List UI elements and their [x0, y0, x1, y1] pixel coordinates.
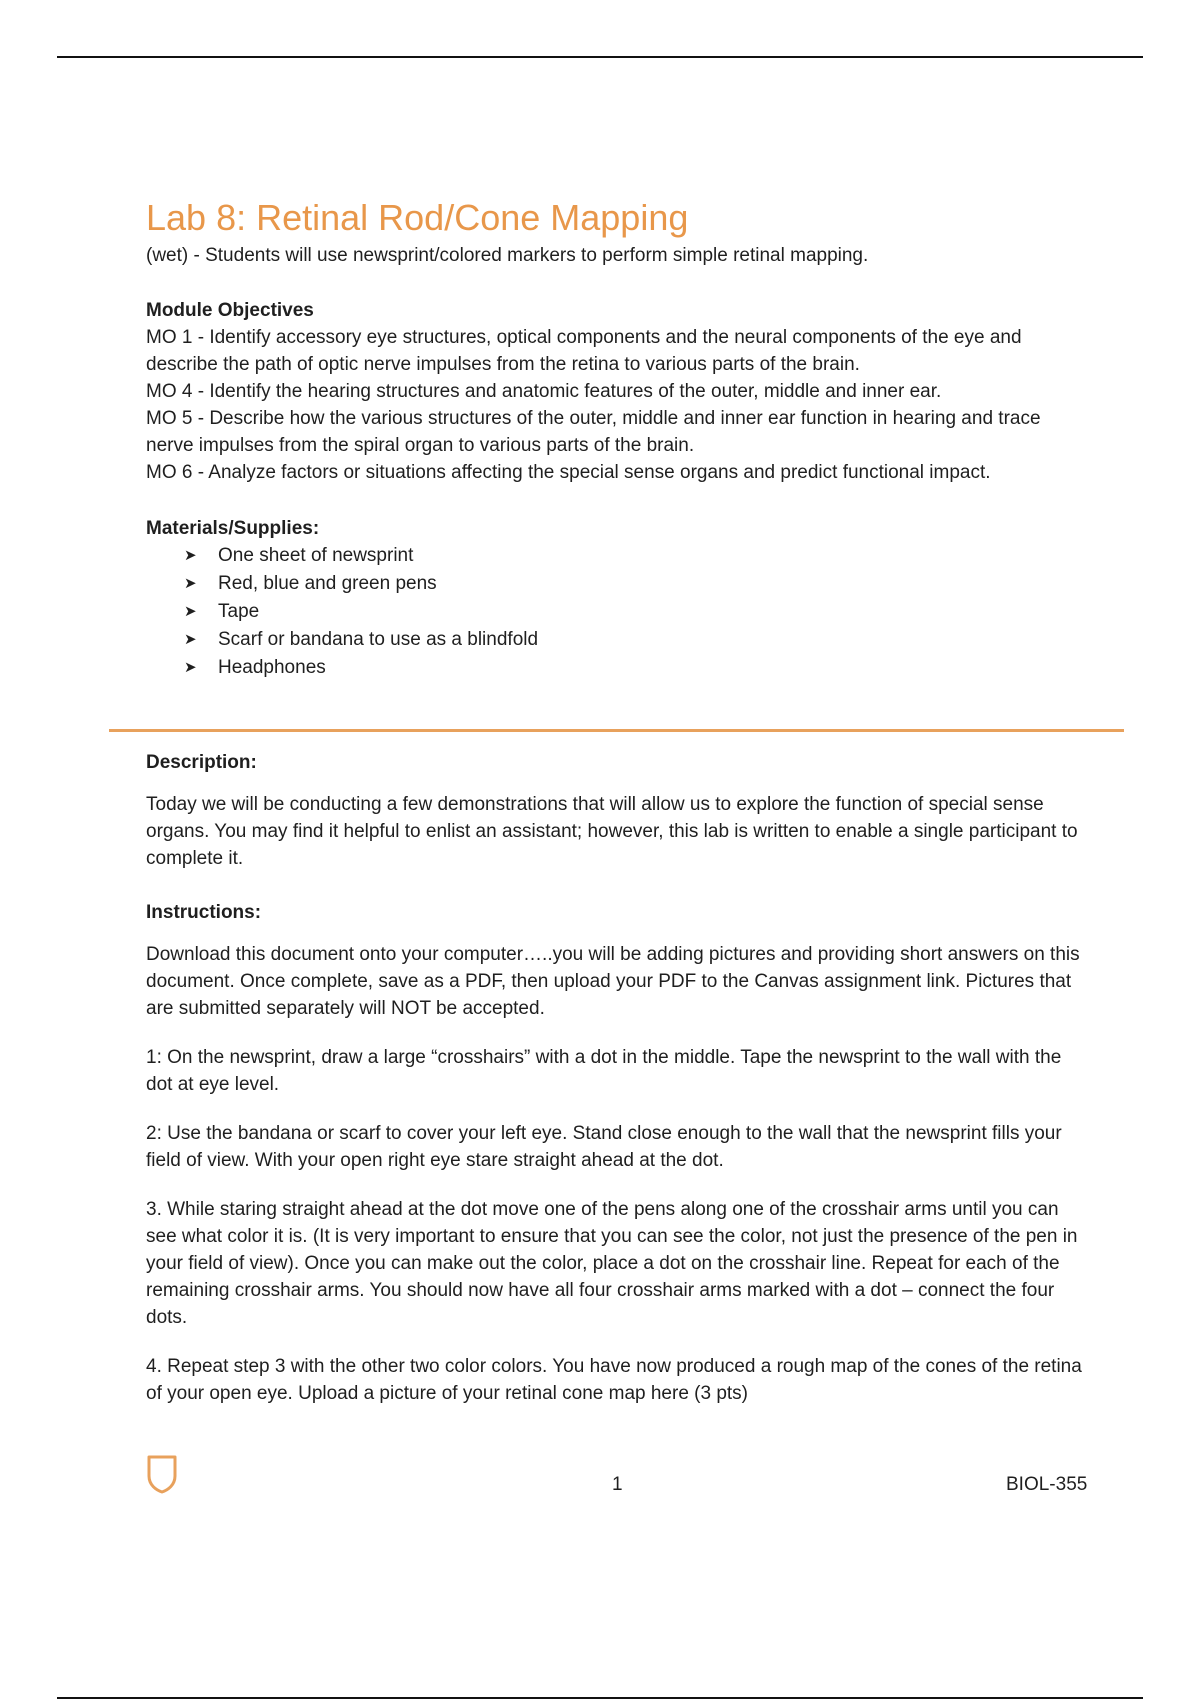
objective-item: MO 5 - Describe how the various structures of the outer, middle and inner ear function in hearing and trace nerve impulses from the spiral organ to various parts of the brain.	[146, 408, 1041, 456]
material-label: Red, blue and green pens	[218, 573, 437, 594]
lab-subtitle: (wet) - Students will use newsprint/colored markers to perform simple retinal mapping.	[146, 245, 869, 266]
instruction-step: 4. Repeat step 3 with the other two color colors. You have now produced a rough map of the cones of the retina of your open eye. Upload a picture of your retinal cone map here (3 pts)	[146, 1356, 1082, 1404]
arrow-bullet-icon: ➤	[184, 603, 197, 620]
material-item	[184, 598, 1090, 626]
arrow-bullet-icon: ➤	[184, 659, 197, 676]
instructions-section	[146, 899, 1090, 1407]
arrow-bullet-icon: ➤	[184, 547, 197, 564]
material-label: Tape	[218, 601, 260, 622]
arrow-bullet-icon: ➤	[184, 631, 197, 648]
materials-bullets	[146, 542, 1090, 682]
material-label: Scarf or bandana to use as a blindfold	[218, 629, 539, 650]
course-code: BIOL-355	[1006, 1474, 1088, 1495]
material-item	[184, 570, 1090, 598]
description-section	[146, 749, 1090, 872]
section-divider	[109, 729, 1124, 732]
description-heading: Description:	[146, 752, 257, 773]
instructions-intro: Download this document onto your computer…..you will be adding pictures and providing short answers on this document. Once complete, save as a PDF, then upload your PDF to the Canvas assignment link. Pictures that are submitted separately will NOT be accepted.	[146, 944, 1080, 1019]
material-item	[184, 626, 1090, 654]
instruction-step: 2: Use the bandana or scarf to cover your left eye. Stand close enough to the wall that the newsprint fills your field of view. With your open right eye stare straight ahead at the dot.	[146, 1123, 1062, 1171]
objective-item: MO 4 - Identify the hearing structures and anatomic features of the outer, middle and inner ear.	[146, 381, 942, 402]
materials-heading: Materials/Supplies:	[146, 518, 320, 539]
arrow-bullet-icon: ➤	[184, 575, 197, 592]
material-item	[184, 542, 1090, 570]
material-label: One sheet of newsprint	[218, 545, 414, 566]
page-title: Lab 8: Retinal Rod/Cone Mapping	[146, 197, 689, 238]
bottom-rule	[57, 1697, 1143, 1699]
materials-list	[146, 515, 1090, 682]
objectives-heading: Module Objectives	[146, 300, 314, 321]
description-text: Today we will be conducting a few demonstrations that will allow us to explore the function of special sense organs. You may find it helpful to enlist an assistant; however, this lab is written to enable a single participant to complete it.	[146, 794, 1078, 869]
top-rule	[57, 56, 1143, 58]
shield-icon	[146, 1454, 178, 1494]
material-item	[184, 654, 1090, 682]
instruction-step: 1: On the newsprint, draw a large “crosshairs” with a dot in the middle. Tape the newsprint to the wall with the dot at eye level.	[146, 1047, 1062, 1095]
material-label: Headphones	[218, 657, 326, 678]
page-number: 1	[612, 1474, 623, 1495]
instructions-heading: Instructions:	[146, 902, 262, 923]
module-objectives	[146, 297, 1090, 486]
objective-item: MO 6 - Analyze factors or situations affecting the special sense organs and predict functional impact.	[146, 462, 991, 483]
objective-item: MO 1 - Identify accessory eye structures, optical components and the neural components of the eye and describe the path of optic nerve impulses from the retina to various parts of the brain.	[146, 327, 1022, 375]
instruction-step: 3. While staring straight ahead at the dot move one of the pens along one of the crosshair arms until you can see what color it is. (It is very important to ensure that you can see the color, not just the presence of the pen in your field of view). Once you can make out the color, place a dot on the crosshair line. Repeat for each of the remaining crosshair arms. You should now have all four crosshair arms marked with a dot – connect the four dots.	[146, 1199, 1078, 1328]
